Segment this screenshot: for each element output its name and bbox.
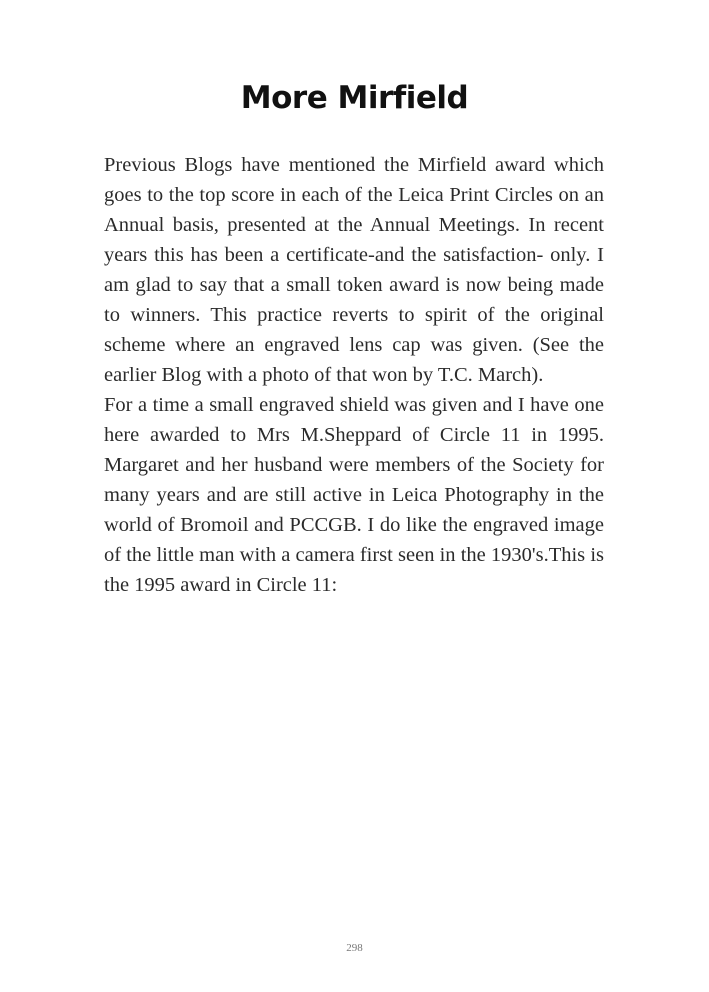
- page-number: 298: [346, 942, 363, 954]
- article-body: [104, 150, 604, 600]
- paragraph-1: Previous Blogs have mentioned the Mirfield award which goes to the top score in each of the Leica Print Circles on an Annual basis, presented at the Annual Meetings. In recent years this has been a certificate-and the satisfaction- only. I am glad to say that a small token award is now being made to winners. This practice reverts to spirit of the original scheme where an engraved lens cap was given. (See the earlier Blog with a photo of that won by T.C. March).: [104, 154, 604, 386]
- page-title: More Mirfield: [240, 80, 469, 116]
- paragraph-2: For a time a small engraved shield was given and I have one here awarded to Mrs M.Sheppard of Circle 11 in 1995. Margaret and her husband were members of the Society for many years and are still active in Leica Photography in the world of Bromoil and PCCGB. I do like the engraved image of the little man with a camera first seen in the 1930's.This is the 1995 award in Circle 11:: [104, 394, 604, 596]
